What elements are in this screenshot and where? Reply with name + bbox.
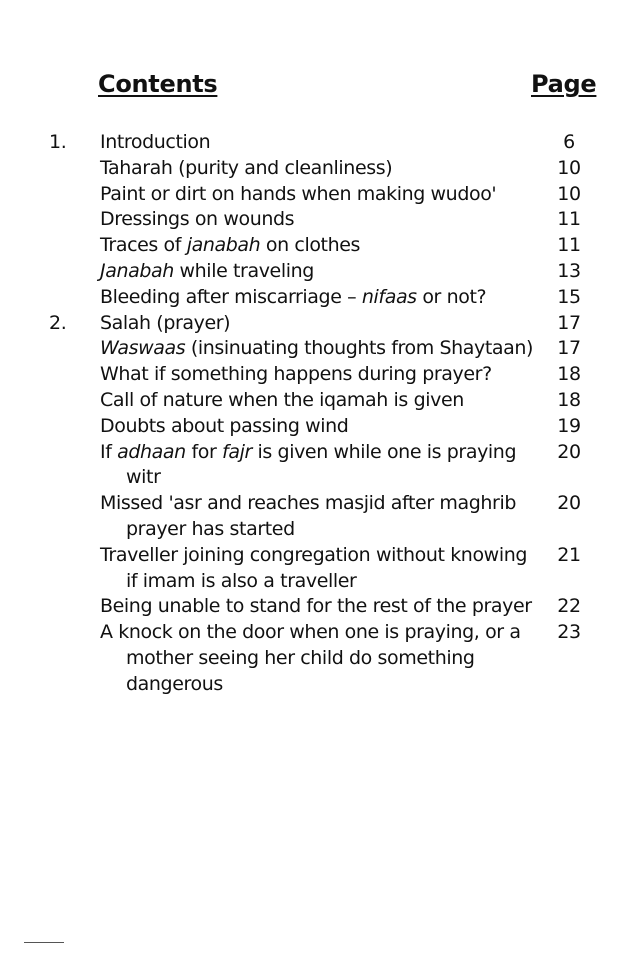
entry-title (100, 491, 536, 543)
page-number: 19 (557, 414, 581, 437)
toc-entry (0, 182, 638, 208)
entry-title (100, 414, 536, 440)
entry-title (100, 362, 536, 388)
toc-entry (0, 388, 638, 414)
title-text: for (185, 440, 223, 463)
title-text: What if something happens during prayer? (100, 363, 492, 386)
title-text: is given while one is praying witr (126, 440, 517, 489)
toc-entry (0, 543, 638, 595)
page-edge-mark (24, 942, 64, 943)
entry-title (100, 233, 536, 259)
title-text: while traveling (173, 259, 314, 282)
page-number: 23 (557, 621, 581, 644)
title-text: Being unable to stand for the rest of the prayer (100, 595, 532, 618)
toc-entry (0, 311, 638, 337)
page-number: 21 (557, 543, 581, 566)
page-number: 22 (557, 595, 581, 618)
title-text: Paint or dirt on hands when making wudoo' (100, 182, 497, 205)
page-number: 11 (557, 234, 581, 257)
toc-entry (0, 259, 638, 285)
title-text: Salah (prayer) (100, 311, 231, 334)
title-text: Doubts about passing wind (100, 414, 349, 437)
title-text: If (100, 440, 118, 463)
entry-title (100, 156, 536, 182)
italic-term: fajr (222, 440, 252, 463)
italic-term: nifaas (361, 285, 417, 308)
toc-entry (0, 620, 638, 697)
entry-title (100, 440, 536, 492)
entry-title (100, 336, 536, 362)
title-text: on clothes (260, 234, 361, 257)
entry-title (100, 388, 536, 414)
page-number: 17 (557, 337, 581, 360)
entry-title (100, 543, 536, 595)
toc-entry (0, 414, 638, 440)
title-text: Dressings on wounds (100, 208, 295, 231)
title-text: Traveller joining congregation without knowing if imam is also a traveller (100, 543, 527, 592)
entry-title (100, 207, 536, 233)
page-column-heading: Page (531, 70, 597, 98)
page-number: 11 (557, 208, 581, 231)
section-number: 2. (49, 311, 67, 334)
toc-entry (0, 362, 638, 388)
toc-entry (0, 594, 638, 620)
entry-title (100, 285, 536, 311)
italic-term: adhaan (117, 440, 186, 463)
toc-entry (0, 207, 638, 233)
entry-title (100, 130, 536, 156)
toc-entry (0, 156, 638, 182)
title-text: or not? (416, 285, 487, 308)
toc-entry (0, 233, 638, 259)
toc-entry (0, 440, 638, 492)
title-text: Taharah (purity and cleanliness) (100, 156, 393, 179)
page-number: 15 (557, 285, 581, 308)
title-text: Missed 'asr and reaches masjid after maghrib prayer has started (100, 492, 517, 540)
entry-title (100, 594, 536, 620)
page-number: 18 (557, 363, 581, 386)
toc-entry (0, 336, 638, 362)
toc-entry (0, 285, 638, 311)
entry-title (100, 620, 536, 697)
italic-term: Waswaas (100, 337, 186, 360)
page-number: 17 (557, 311, 581, 334)
contents-heading: Contents (98, 70, 218, 98)
toc-entry (0, 491, 638, 543)
page-number: 10 (557, 182, 581, 205)
italic-term: Janabah (100, 259, 174, 282)
toc-entry (0, 130, 638, 156)
entry-title (100, 182, 536, 208)
page-number: 20 (557, 492, 581, 515)
italic-term: janabah (186, 234, 261, 257)
title-text: Introduction (100, 131, 211, 153)
title-text: Bleeding after miscarriage – (100, 285, 362, 308)
page-number: 18 (557, 388, 581, 411)
entry-title (100, 311, 536, 337)
page-number: 20 (557, 440, 581, 463)
page-number: 13 (557, 259, 581, 282)
title-text: Traces of (100, 234, 187, 257)
page-number: 10 (557, 156, 581, 179)
title-text: (insinuating thoughts from Shaytaan) (185, 337, 534, 360)
entry-title (100, 259, 536, 285)
title-text: A knock on the door when one is praying, or a mother seeing her child do something dangerous (100, 621, 521, 695)
title-text: Call of nature when the iqamah is given (100, 388, 464, 411)
table-of-contents (0, 130, 638, 698)
section-number: 1. (49, 131, 67, 153)
page-number: 6 (563, 131, 575, 153)
